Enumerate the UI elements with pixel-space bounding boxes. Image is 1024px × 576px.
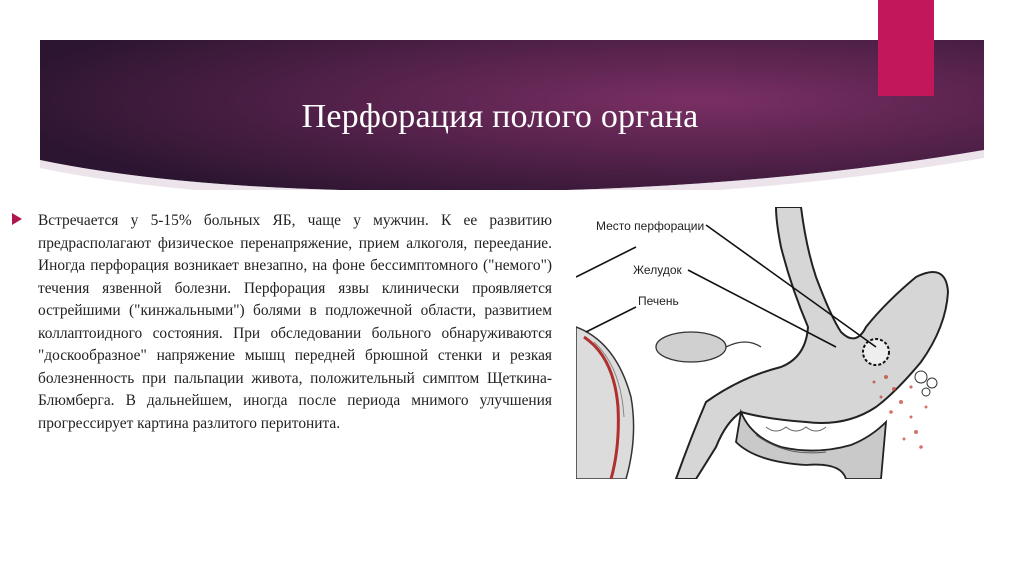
body-paragraph: Встречается у 5-15% больных ЯБ, чаще у мужчин. К ее развитию предрасполагают физическое перенапряжение, прием алкоголя, переедание. Иногда перфорация возникает внезапно, на фоне бессимптомного ("немого") течения язвенной болезни. Перфорация язвы клинически проявляется острейшими ("кинжальными") болями в подложечной области, развитием коллаптоидного состояния. При обследовании больного обнаруживаются "доскообразное" напряжение мышц передней брюшной стенки и резкая болезненность при пальпации живота, положительный симптом Щеткина-Блюмберга. В дальнейшем, иногда после периода мнимого улучшения прогрессирует картина разлитого перитонита.	[38, 212, 552, 432]
stomach-illustration	[576, 207, 976, 479]
label-liver: Печень	[638, 294, 679, 308]
label-perforation-site: Место перфорации	[596, 219, 705, 233]
anatomy-illustration	[576, 207, 976, 479]
title-banner	[40, 40, 984, 190]
accent-tab	[878, 0, 934, 96]
label-stomach: Желудок	[633, 263, 682, 277]
content-block	[12, 210, 552, 435]
triangle-bullet-icon	[12, 213, 22, 225]
slide-title: Перфорация полого органа	[301, 98, 699, 135]
